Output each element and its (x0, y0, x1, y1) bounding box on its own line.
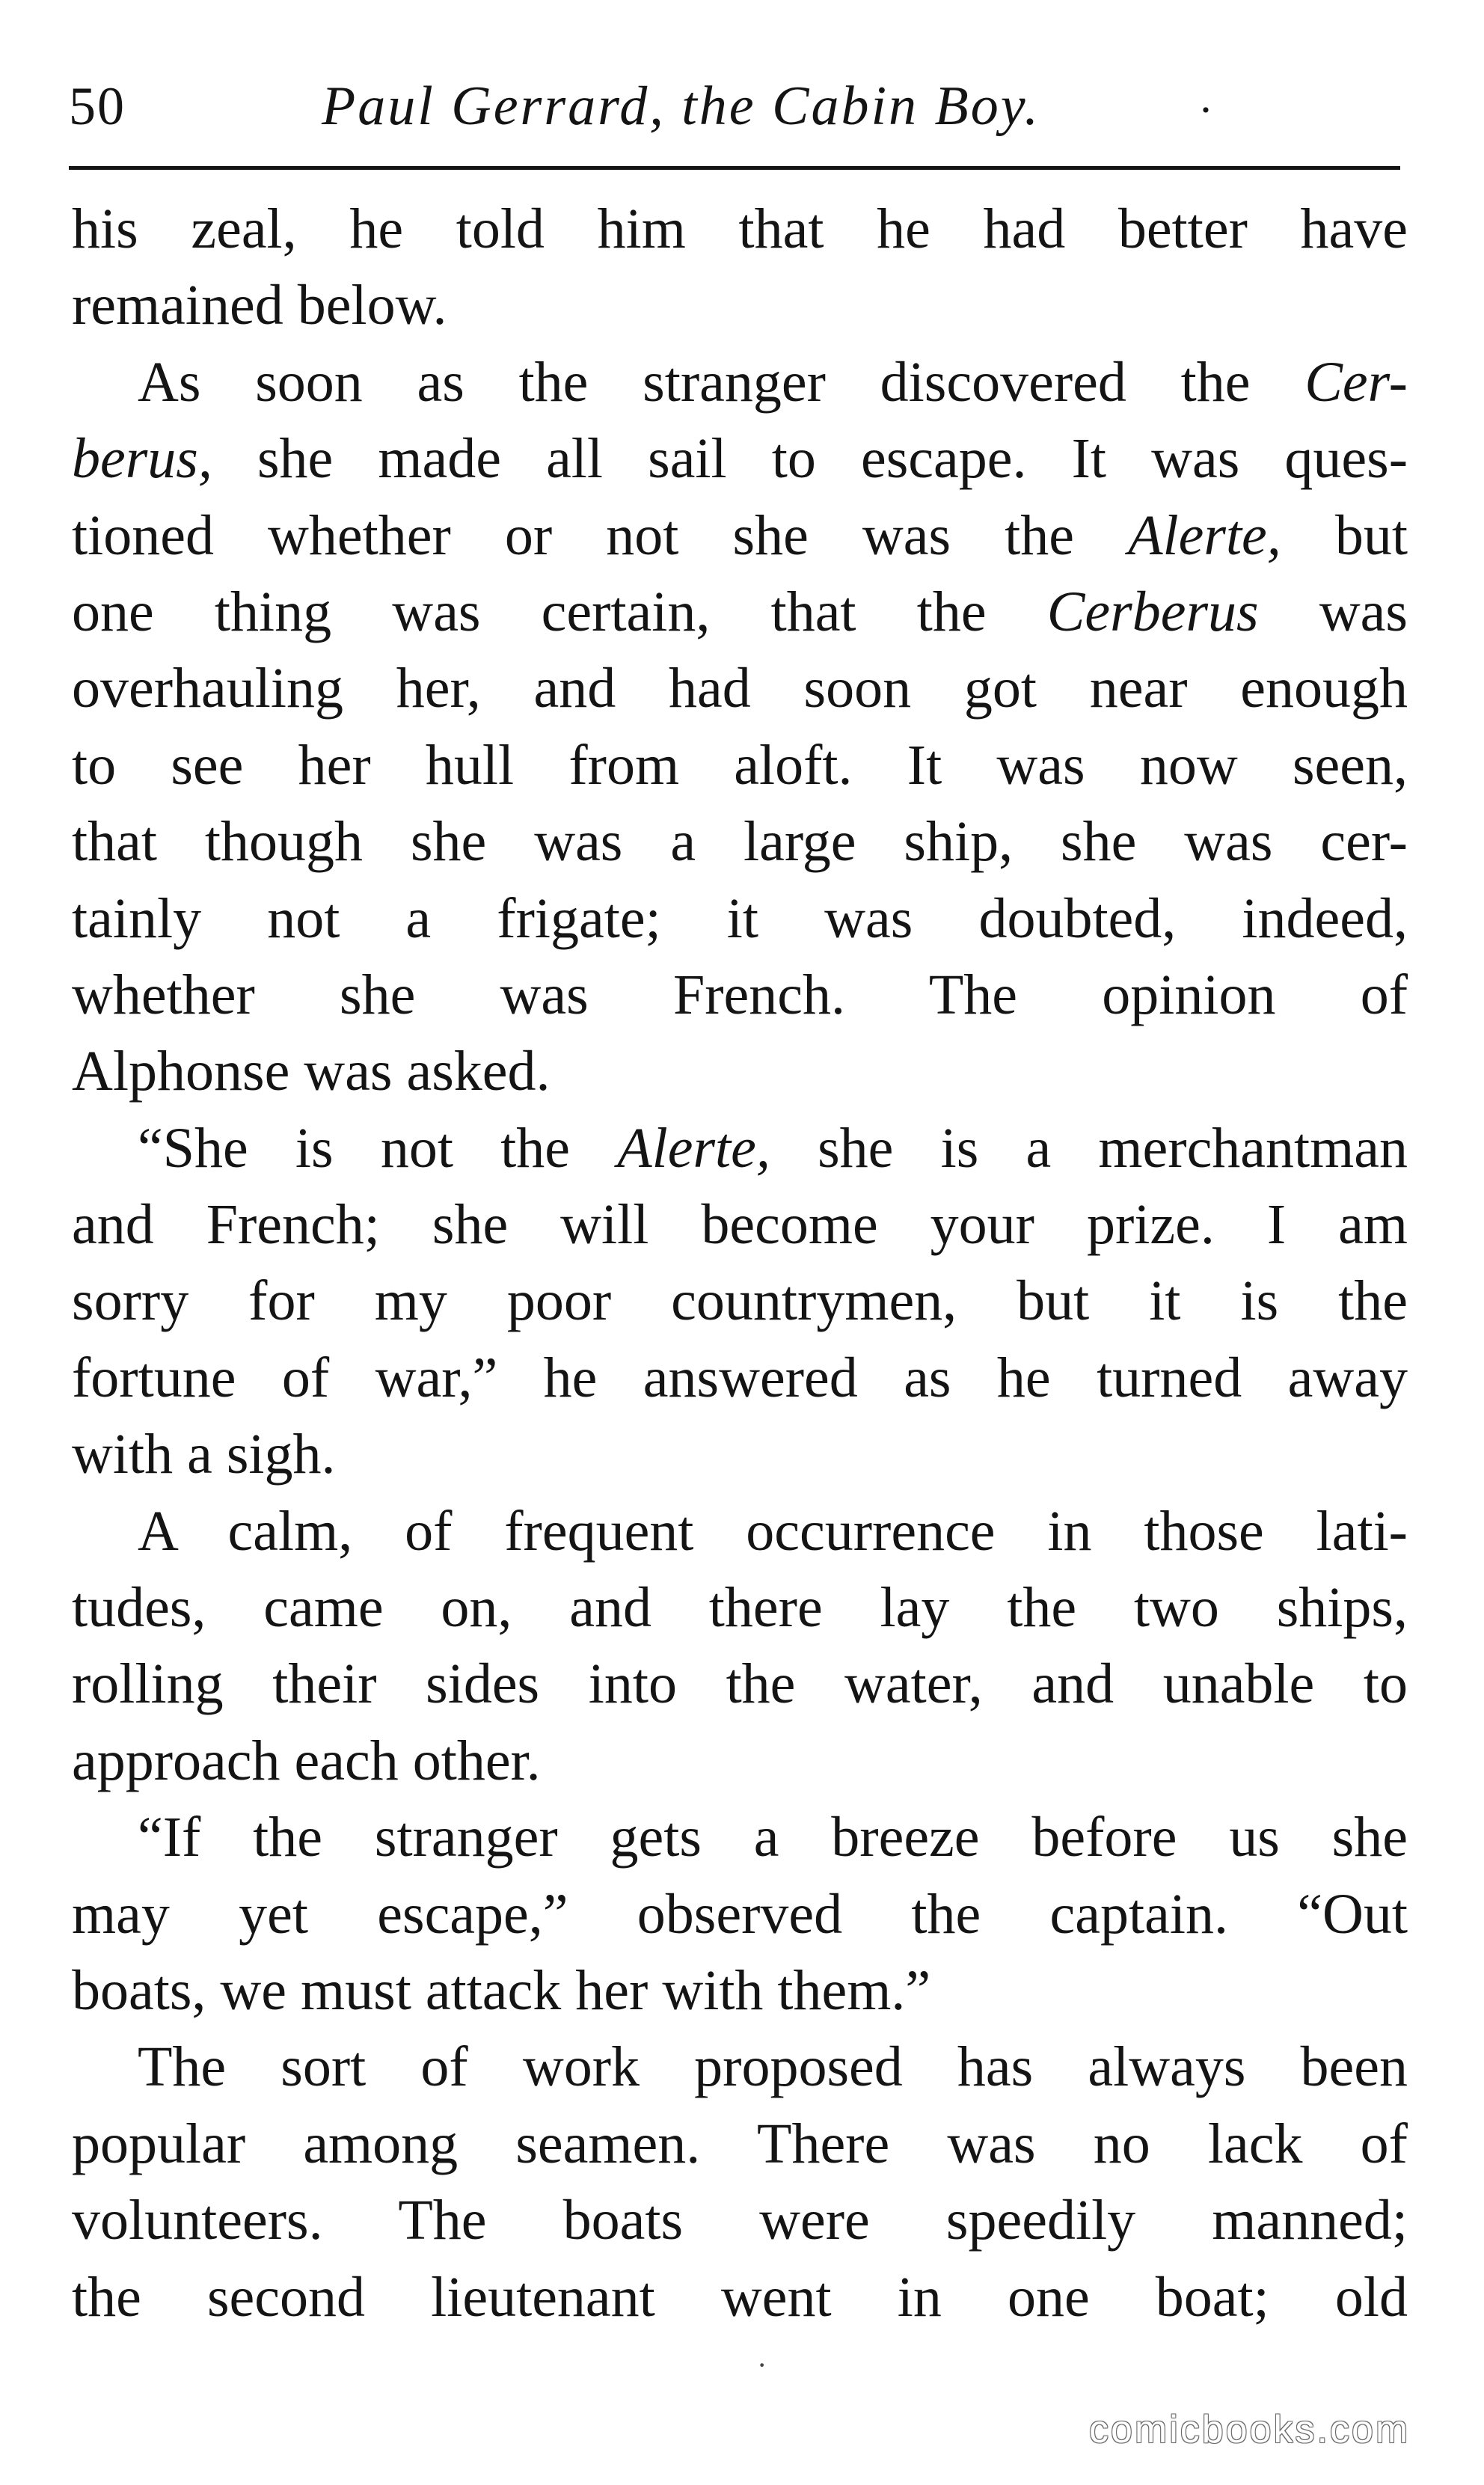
text-segment: and French; she will become your prize. I am (72, 1193, 1408, 1257)
text-line (72, 1799, 1408, 1875)
text-line (72, 420, 1408, 497)
text-segment: “She is not the (138, 1116, 618, 1180)
text-line (72, 497, 1408, 574)
text-line (72, 1340, 1408, 1416)
text-line (72, 880, 1408, 957)
text-segment: may yet escape,” observed the captain. “Out (72, 1882, 1408, 1946)
watermark: comicbooks.com (1089, 2408, 1411, 2451)
text-segment: A calm, of frequent occurrence in those lati- (138, 1499, 1408, 1563)
page-header (69, 69, 1415, 144)
text-line (72, 727, 1408, 803)
text-segment: sorry for my poor countrymen, but it is the (72, 1269, 1408, 1333)
text-line (72, 344, 1408, 420)
text-segment: volunteers. The boats were speedily manned; (72, 2189, 1408, 2252)
text-segment: tioned whether or not she was the (72, 503, 1129, 567)
text-segment: tudes, came on, and there lay the two ships, (72, 1576, 1408, 1640)
italic-segment: Cerberus (1046, 580, 1259, 643)
italic-segment: Cer- (1304, 350, 1408, 414)
text-line (72, 1263, 1408, 1339)
text-segment: fortune of war,” he answered as he turned away (72, 1346, 1408, 1409)
text-segment: to see her hull from aloft. It was now seen, (72, 733, 1408, 797)
text-segment: his zeal, he told him that he had better have (72, 197, 1408, 260)
page-number: 50 (69, 76, 126, 136)
text-segment: that though she was a large ship, she was cer- (72, 810, 1408, 874)
text-segment: boats, we must attack her with them.” (72, 1958, 931, 2022)
body-text (72, 191, 1408, 2335)
text-line (72, 267, 1408, 343)
text-segment: with a sigh. (72, 1423, 336, 1486)
text-line (72, 1723, 1408, 1799)
text-segment: As soon as the stranger discovered the (138, 350, 1305, 414)
text-segment: one thing was certain, that the (72, 580, 1047, 643)
text-line (72, 1186, 1408, 1263)
text-line (72, 803, 1408, 880)
text-segment: she made all sail to escape. It was ques- (212, 427, 1408, 491)
text-segment: the second lieutenant went in one boat; old (72, 2265, 1408, 2329)
text-segment: overhauling her, and had soon got near enough (72, 657, 1408, 720)
text-segment: Alphonse was asked. (72, 1040, 551, 1103)
text-line (72, 2106, 1408, 2182)
header-rule (69, 166, 1400, 170)
text-line (72, 957, 1408, 1033)
text-segment: The sort of work proposed has always been (138, 2035, 1408, 2099)
text-segment: approach each other. (72, 1729, 541, 1792)
text-line (72, 1110, 1408, 1186)
text-segment: “If the stranger gets a breeze before us she (138, 1806, 1408, 1869)
text-line (72, 191, 1408, 267)
italic-segment: berus, (72, 427, 212, 491)
text-line (72, 1646, 1408, 1722)
text-line (72, 1952, 1408, 2029)
text-segment: she is a merchantman (770, 1116, 1408, 1180)
text-line (72, 1416, 1408, 1492)
text-segment: rolling their sides into the water, and unable to (72, 1652, 1408, 1716)
text-segment: was (1258, 580, 1408, 643)
text-line (72, 2182, 1408, 2258)
text-segment: popular among seamen. There was no lack of (72, 2112, 1408, 2175)
text-line (72, 574, 1408, 650)
text-line (72, 1569, 1408, 1646)
text-line (72, 650, 1408, 726)
footer-mark: · (757, 2348, 767, 2382)
text-line (72, 2259, 1408, 2335)
header-mark: · (1198, 85, 1213, 135)
text-line (72, 1493, 1408, 1569)
text-segment: remained below. (72, 274, 447, 337)
text-segment: tainly not a frigate; it was doubted, indeed, (72, 886, 1408, 950)
text-line (72, 1876, 1408, 1952)
text-line (72, 1033, 1408, 1109)
text-segment: whether she was French. The opinion of (72, 963, 1408, 1026)
running-title: Paul Gerrard, the Cabin Boy. (322, 76, 1040, 137)
text-line (72, 2029, 1408, 2105)
italic-segment: Alerte, (617, 1116, 770, 1180)
italic-segment: Alerte, (1128, 503, 1281, 567)
text-segment: but (1281, 503, 1408, 567)
